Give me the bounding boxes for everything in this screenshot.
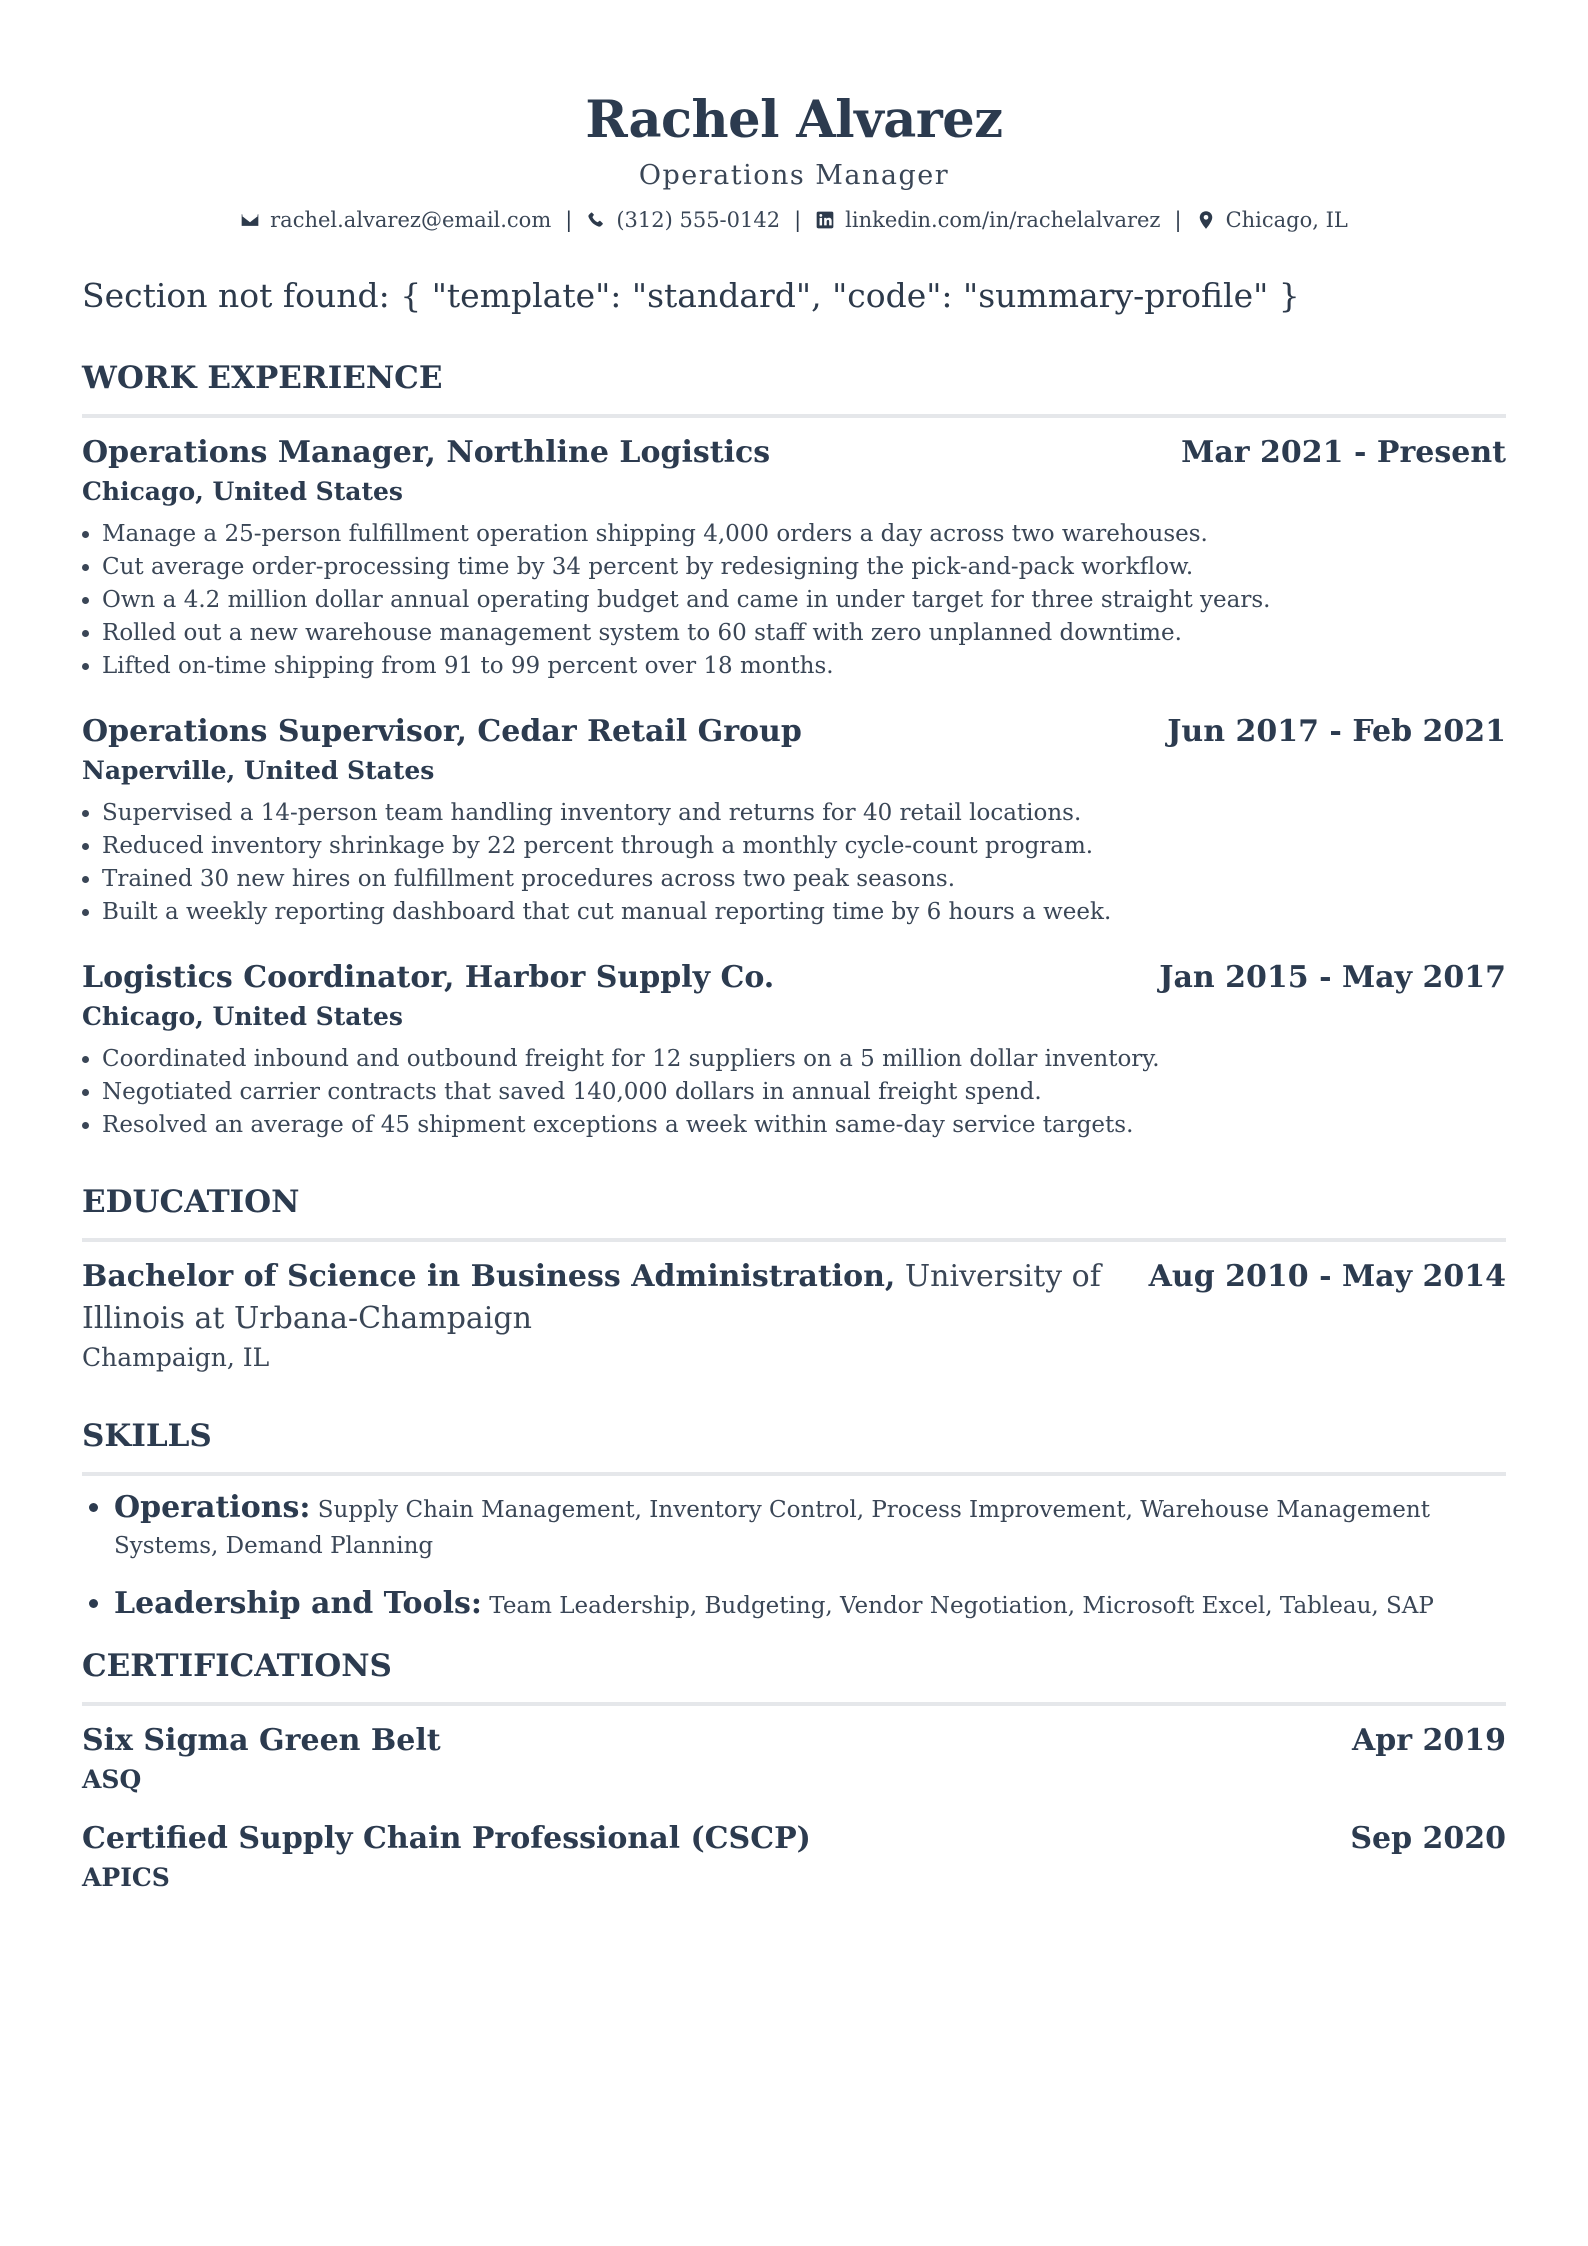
job-bullet: • Lifted on-time shipping from 91 to 99 percent over 18 months. [102,650,1506,683]
section-heading: WORK EXPERIENCE [82,358,1506,418]
job-bullet: • Reduced inventory shrinkage by 22 percent through a monthly cycle-count program. [102,830,1506,863]
skill-items: Team Leadership, Budgeting, Vendor Negotiation, Microsoft Excel, Tableau, SAP [489,1593,1434,1619]
contact-linkedin[interactable] [815,204,1160,236]
contact-line [82,204,1506,236]
job-bullet: • Coordinated inbound and outbound freight for 12 suppliers on a 5 million dollar inventory. [102,1043,1506,1076]
job-dates: Mar 2021 - Present [1181,435,1506,470]
job-bullet: • Trained 30 new hires on fulfillment procedures across two peak seasons. [102,863,1506,896]
envelope-icon [240,210,260,230]
job-entry [82,432,1506,683]
section-heading: CERTIFICATIONS [82,1646,1506,1706]
certification-name: Certified Supply Chain Professional (CSCP) [82,1821,811,1856]
education-dates: Aug 2010 - May 2014 [1148,1259,1506,1294]
section-heading: EDUCATION [82,1182,1506,1242]
contact-phone[interactable] [586,204,780,236]
linkedin-icon [815,210,835,230]
job-bullets [82,797,1506,929]
job-bullet: • Manage a 25-person fulfillment operation shipping 4,000 orders a day across two warehouses. [102,518,1506,551]
skill-items: Supply Chain Management, Inventory Control, Process Improvement, Warehouse Management Systems, Demand Planning [114,1497,1430,1559]
job-bullet: • Cut average order-processing time by 34 percent by redesigning the pick-and-pack workflow. [102,551,1506,584]
certification-issuer: ASQ [82,1765,142,1794]
education-section [82,1182,1506,1376]
candidate-title: Operations Manager [638,160,950,191]
job-role: Operations Supervisor, Cedar Retail Group [82,714,802,749]
contact-separator: | [565,208,573,232]
job-dates: Jan 2015 - May 2017 [1159,960,1506,995]
job-bullet: • Negotiated carrier contracts that saved 140,000 dollars in annual freight spend. [102,1076,1506,1109]
job-dates: Jun 2017 - Feb 2021 [1167,714,1506,749]
email-text: rachel.alvarez@email.com [270,208,552,232]
contact-separator: | [1174,208,1182,232]
skills-list [82,1490,1506,1624]
certification-issuer: APICS [82,1863,170,1892]
job-bullet: • Resolved an average of 45 shipment exceptions a week within same-day service targets. [102,1109,1506,1142]
skill-group [114,1490,1506,1564]
job-bullets [82,1043,1506,1142]
certification-entry [82,1720,1506,1798]
job-location: Chicago, United States [82,1002,403,1031]
candidate-name: Rachel Alvarez [585,90,1003,150]
linkedin-text: linkedin.com/in/rachelalvarez [845,208,1161,232]
job-location: Naperville, United States [82,756,435,785]
location-text: Chicago, IL [1225,208,1348,232]
job-bullet: • Built a weekly reporting dashboard that cut manual reporting time by 6 hours a week. [102,896,1506,929]
job-role: Logistics Coordinator, Harbor Supply Co. [82,960,775,995]
map-pin-icon [1196,210,1216,230]
certification-date: Apr 2019 [1352,1723,1506,1758]
job-role: Operations Manager, Northline Logistics [82,435,771,470]
certification-name: Six Sigma Green Belt [82,1723,441,1758]
certification-entry [82,1818,1506,1896]
job-entry [82,957,1506,1142]
education-school: University of Illinois at Urbana-Champaign [82,1259,1101,1336]
work-experience-section [82,358,1506,1142]
job-bullet: • Supervised a 14-person team handling inventory and returns for 40 retail locations. [102,797,1506,830]
skill-group [114,1586,1506,1624]
skill-category: Operations: [114,1490,311,1525]
job-location: Chicago, United States [82,477,403,506]
certifications-section [82,1646,1506,1896]
section-heading: SKILLS [82,1416,1506,1476]
education-location: Champaign, IL [82,1343,270,1372]
contact-location [1196,204,1348,236]
job-entry [82,711,1506,929]
contact-email[interactable] [240,204,551,236]
skills-section [82,1416,1506,1624]
job-bullet: • Own a 4.2 million dollar annual operating budget and came in under target for three straight years. [102,584,1506,617]
resume-header [82,88,1506,236]
contact-separator: | [794,208,802,232]
certification-date: Sep 2020 [1350,1821,1506,1856]
education-entry [82,1256,1506,1340]
phone-text: (312) 555-0142 [616,208,781,232]
education-degree: Bachelor of Science in Business Administration, [82,1259,896,1294]
summary-section: Section not found: { "template": "standard", "code": "summary-profile" } [82,276,1300,315]
skill-category: Leadership and Tools: [114,1586,482,1621]
job-bullet: • Rolled out a new warehouse management system to 60 staff with zero unplanned downtime. [102,617,1506,650]
phone-icon [586,210,606,230]
job-bullets [82,518,1506,683]
